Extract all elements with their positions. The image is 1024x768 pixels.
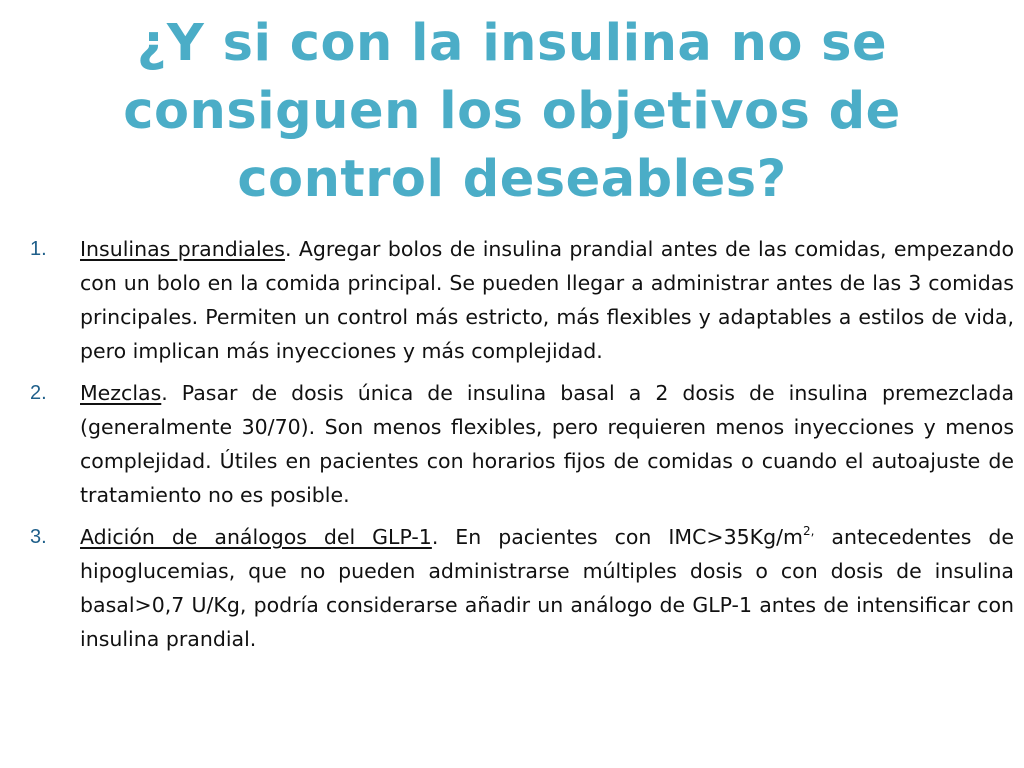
list-item (30, 520, 1014, 656)
list-item (30, 376, 1014, 512)
slide-title: ¿Y si con la insulina no se consiguen los objetivos de control deseables? (123, 14, 901, 209)
list-item-heading: Mezclas (80, 381, 162, 405)
list-item-heading: Adición de análogos del GLP-1 (80, 525, 432, 549)
list-item-number: 1. (30, 238, 47, 260)
list-item-text: . Agregar bolos de insulina prandial antes de las comidas, empezando con un bolo en la comida principal. Se pueden llegar a administrar antes de las 3 comidas principales. Permiten un control más estricto, más flexibles y adaptables a estilos de vida, pero implican más inyecciones y más complejidad. (80, 237, 1015, 363)
list-item-number: 2. (30, 382, 47, 404)
numbered-list (30, 232, 1014, 664)
list-item-heading: Insulinas prandiales (80, 237, 285, 261)
list-item-text-continued: antecedentes de hipoglucemias, que no pueden administrarse múltiples dosis o con dosis de insulina basal>0,7 U/Kg, podría considerarse añadir un análogo de GLP-1 antes de intensificar con insulina prandial. (80, 525, 1014, 651)
list-item-text: . En pacientes con IMC>35Kg/m (431, 525, 803, 549)
superscript: 2, (803, 524, 815, 538)
list-item (30, 232, 1014, 368)
list-item-text: . Pasar de dosis única de insulina basal a 2 dosis de insulina premezclada (generalmente 30/70). Son menos flexibles, pero requieren menos inyecciones y menos complejidad. Útiles en pacientes con horarios fijos de comidas o cuando el autoajuste de tratamiento no es posible. (80, 381, 1014, 507)
list-item-number: 3. (30, 526, 47, 548)
